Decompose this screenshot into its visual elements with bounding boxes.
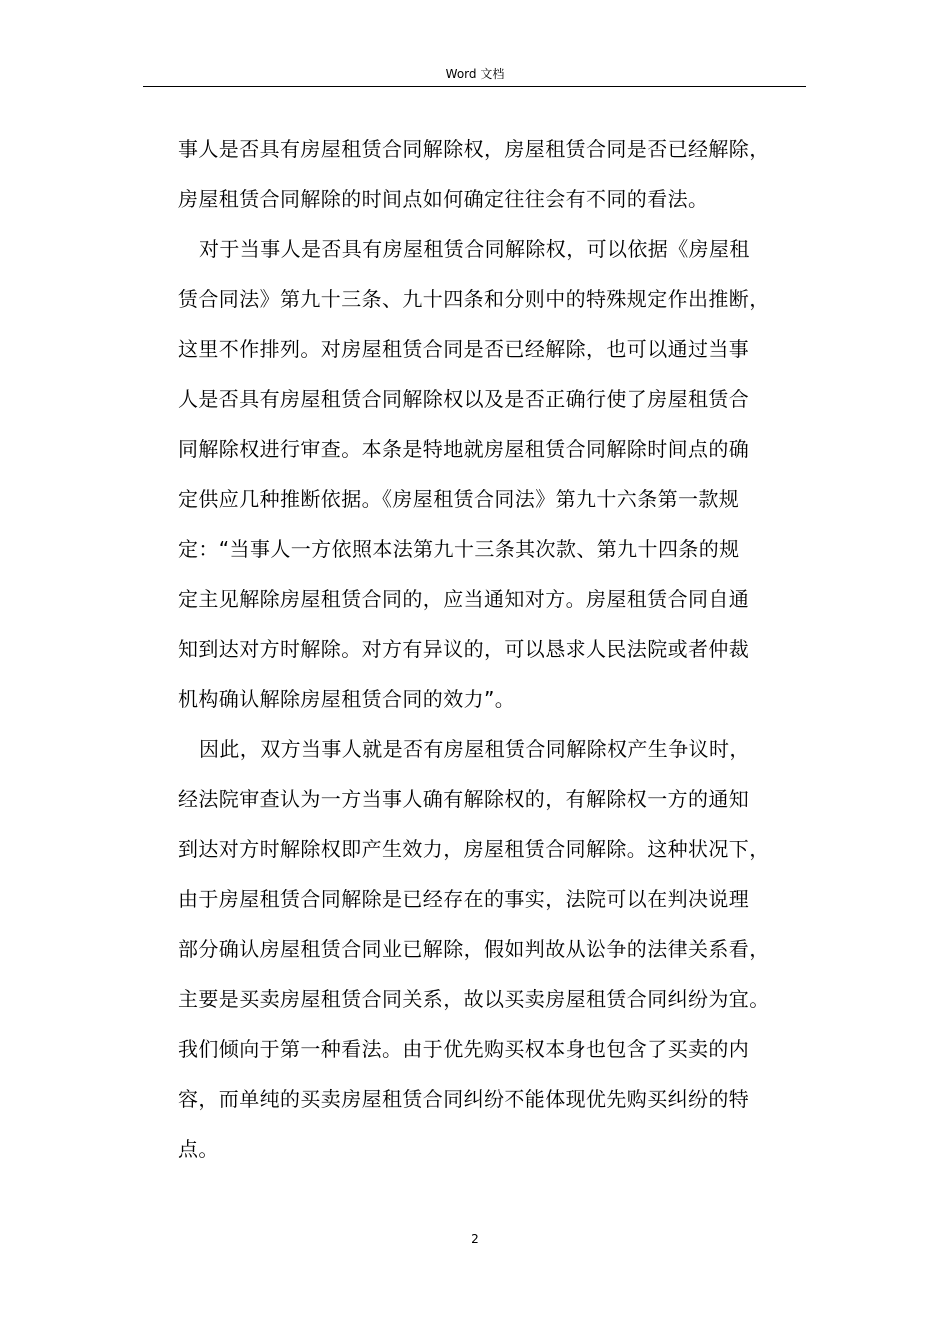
body-line: 部分确认房屋租赁合同业已解除，假如判故从讼争的法律关系看，: [178, 937, 770, 961]
body-line: 定：“当事人一方依照本法第九十三条其次款、第九十四条的规: [178, 537, 740, 561]
body-line: 对于当事人是否具有房屋租赁合同解除权，可以依据《房屋租: [199, 237, 750, 261]
body-line: 点。: [178, 1137, 219, 1161]
body-line: 定供应几种推断依据。《房屋租赁合同法》第九十六条第一款规: [178, 487, 740, 511]
body-line: 定主见解除房屋租赁合同的，应当通知对方。房屋租赁合同自通: [178, 587, 750, 611]
page-number: 2: [471, 1232, 479, 1246]
body-line: 同解除权进行审查。本条是特地就房屋租赁合同解除时间点的确: [178, 437, 750, 461]
body-line: 赁合同法》第九十三条、九十四条和分则中的特殊规定作出推断，: [178, 287, 770, 311]
body-line: 人是否具有房屋租赁合同解除权以及是否正确行使了房屋租赁合: [178, 387, 750, 411]
body-line: 房屋租赁合同解除的时间点如何确定往往会有不同的看法。: [178, 187, 709, 211]
document-body: [178, 124, 808, 1174]
body-line: 由于房屋租赁合同解除是已经存在的事实，法院可以在判决说理: [178, 887, 750, 911]
document-header: Word 文档: [445, 67, 505, 81]
body-line: 知到达对方时解除。对方有异议的，可以恳求人民法院或者仲裁: [178, 637, 750, 661]
body-line: 我们倾向于第一种看法。由于优先购买权本身也包含了买卖的内: [178, 1037, 750, 1061]
header-divider: [143, 86, 806, 87]
body-line: 这里不作排列。对房屋租赁合同是否已经解除，也可以通过当事: [178, 337, 750, 361]
body-line: 主要是买卖房屋租赁合同关系，故以买卖房屋租赁合同纠纷为宜。: [178, 987, 770, 1011]
body-line: 事人是否具有房屋租赁合同解除权，房屋租赁合同是否已经解除，: [178, 137, 770, 161]
body-line: 到达对方时解除权即产生效力，房屋租赁合同解除。这种状况下，: [178, 837, 770, 861]
body-line: 容，而单纯的买卖房屋租赁合同纠纷不能体现优先购买纠纷的特: [178, 1087, 750, 1111]
body-line: 机构确认解除房屋租赁合同的效力”。: [178, 687, 516, 711]
body-line: 因此，双方当事人就是否有房屋租赁合同解除权产生争议时，: [199, 737, 750, 761]
body-line: 经法院审查认为一方当事人确有解除权的，有解除权一方的通知: [178, 787, 750, 811]
